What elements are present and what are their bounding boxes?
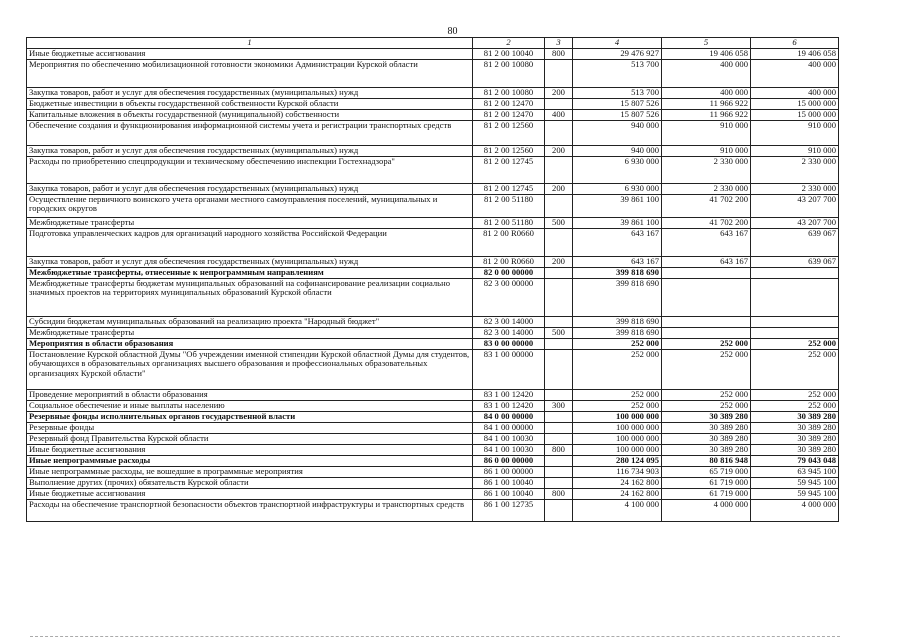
cell-code: 84 1 00 10030 (473, 433, 545, 444)
cell-v2: 30 389 280 (662, 422, 751, 433)
table-row (27, 433, 839, 444)
cell-code: 82 3 00 14000 (473, 327, 545, 338)
cell-vr (545, 59, 573, 87)
cell-code: 81 2 00 12470 (473, 98, 545, 109)
cell-vr: 800 (545, 48, 573, 59)
cell-name: Закупка товаров, работ и услуг для обеспечения государственных (муниципальных) нужд (27, 87, 473, 98)
cell-code: 86 1 00 10040 (473, 488, 545, 499)
cell-code: 84 0 00 00000 (473, 411, 545, 422)
cell-name: Межбюджетные трансферты бюджетам муниципальных образований на софинансирование реализации социально значимых проектов на территориях муниципальных образований Курской области (27, 278, 473, 316)
cell-v1: 6 930 000 (573, 156, 662, 183)
cell-name: Выполнение других (прочих) обязательств Курской области (27, 477, 473, 488)
cell-name: Мероприятия по обеспечению мобилизационной готовности экономики Администрации Курской области (27, 59, 473, 87)
table-row (27, 183, 839, 194)
cell-v1: 940 000 (573, 145, 662, 156)
cell-v1: 399 818 690 (573, 267, 662, 278)
header-cell: 3 (545, 38, 573, 49)
cell-vr (545, 98, 573, 109)
cell-v1: 15 807 526 (573, 98, 662, 109)
cell-vr (545, 267, 573, 278)
table-row (27, 477, 839, 488)
table-row (27, 338, 839, 349)
cell-v3: 400 000 (751, 87, 839, 98)
cell-v1: 399 818 690 (573, 316, 662, 327)
table-row (27, 278, 839, 316)
cell-name: Расходы на обеспечение транспортной безопасности объектов транспортной инфраструктуры и транспортных средств (27, 499, 473, 521)
table-row (27, 499, 839, 521)
cell-vr: 200 (545, 183, 573, 194)
cell-v3: 252 000 (751, 338, 839, 349)
cell-vr (545, 194, 573, 217)
cell-v1: 280 124 095 (573, 455, 662, 466)
cell-v1: 252 000 (573, 338, 662, 349)
cell-v3: 43 207 700 (751, 217, 839, 228)
cell-v2: 252 000 (662, 400, 751, 411)
cell-v1: 643 167 (573, 256, 662, 267)
table-row (27, 59, 839, 87)
table-row (27, 389, 839, 400)
table-row (27, 349, 839, 389)
cell-v3: 59 945 100 (751, 488, 839, 499)
table-row (27, 455, 839, 466)
cell-v1: 100 000 000 (573, 444, 662, 455)
cell-name: Субсидии бюджетам муниципальных образований на реализацию проекта "Народный бюджет" (27, 316, 473, 327)
cell-code: 81 2 00 12745 (473, 156, 545, 183)
cell-v3: 400 000 (751, 59, 839, 87)
cell-v1: 39 861 100 (573, 217, 662, 228)
cell-name: Социальное обеспечение и иные выплаты населению (27, 400, 473, 411)
cell-vr (545, 422, 573, 433)
cell-v3: 252 000 (751, 400, 839, 411)
cell-v1: 24 162 800 (573, 477, 662, 488)
page-number: 80 (447, 26, 458, 37)
cell-code: 83 1 00 12420 (473, 400, 545, 411)
table-row (27, 98, 839, 109)
table-row (27, 109, 839, 120)
cell-v3: 2 330 000 (751, 156, 839, 183)
cell-v3: 19 406 058 (751, 48, 839, 59)
cell-code: 81 2 00 51180 (473, 217, 545, 228)
cell-vr (545, 455, 573, 466)
cell-v3: 59 945 100 (751, 477, 839, 488)
cell-v1: 24 162 800 (573, 488, 662, 499)
table-row (27, 411, 839, 422)
table-row (27, 156, 839, 183)
cell-v2: 252 000 (662, 338, 751, 349)
table-row (27, 120, 839, 145)
cell-v3: 79 043 048 (751, 455, 839, 466)
table-row (27, 422, 839, 433)
cell-code: 83 1 00 00000 (473, 349, 545, 389)
cell-vr (545, 338, 573, 349)
cell-v1: 399 818 690 (573, 278, 662, 316)
cell-v3 (751, 316, 839, 327)
cell-name: Резервные фонды (27, 422, 473, 433)
cell-vr (545, 477, 573, 488)
cell-v1: 252 000 (573, 400, 662, 411)
cell-v2: 4 000 000 (662, 499, 751, 521)
cell-vr (545, 466, 573, 477)
cell-v3: 15 000 000 (751, 98, 839, 109)
cell-name: Мероприятия в области образования (27, 338, 473, 349)
cell-code: 81 2 00 10080 (473, 59, 545, 87)
cell-v2: 2 330 000 (662, 183, 751, 194)
cell-v2: 61 719 000 (662, 477, 751, 488)
cell-vr (545, 316, 573, 327)
budget-table (26, 37, 839, 522)
table-row (27, 145, 839, 156)
cell-code: 81 2 00 12470 (473, 109, 545, 120)
cell-v3 (751, 327, 839, 338)
cell-v1: 252 000 (573, 389, 662, 400)
cell-v3: 30 389 280 (751, 444, 839, 455)
cell-code: 81 2 00 10040 (473, 48, 545, 59)
cell-code: 84 1 00 00000 (473, 422, 545, 433)
cell-v1: 100 000 000 (573, 422, 662, 433)
cell-v3: 30 389 280 (751, 422, 839, 433)
table-row (27, 267, 839, 278)
page-bottom-divider (30, 636, 840, 637)
header-cell: 4 (573, 38, 662, 49)
cell-vr (545, 499, 573, 521)
table-row (27, 327, 839, 338)
cell-vr (545, 120, 573, 145)
cell-name: Осуществление первичного воинского учета органами местного самоуправления поселений, муниципальных и городских округов (27, 194, 473, 217)
table-row (27, 217, 839, 228)
cell-code: 83 0 00 00000 (473, 338, 545, 349)
cell-code: 81 2 00 51180 (473, 194, 545, 217)
header-cell: 5 (662, 38, 751, 49)
header-cell: 6 (751, 38, 839, 49)
cell-v1: 399 818 690 (573, 327, 662, 338)
cell-name: Иные бюджетные ассигнования (27, 488, 473, 499)
cell-v2 (662, 327, 751, 338)
cell-vr (545, 389, 573, 400)
cell-v3: 4 000 000 (751, 499, 839, 521)
cell-vr: 200 (545, 145, 573, 156)
table-row (27, 228, 839, 256)
cell-code: 81 2 00 12745 (473, 183, 545, 194)
table-row (27, 48, 839, 59)
cell-v2: 65 719 000 (662, 466, 751, 477)
table-row (27, 400, 839, 411)
cell-v3: 2 330 000 (751, 183, 839, 194)
cell-v1: 252 000 (573, 349, 662, 389)
table-row (27, 194, 839, 217)
cell-v1: 6 930 000 (573, 183, 662, 194)
cell-v3: 910 000 (751, 120, 839, 145)
cell-code: 83 1 00 12420 (473, 389, 545, 400)
cell-code: 84 1 00 10030 (473, 444, 545, 455)
cell-name: Подготовка управленческих кадров для организаций народного хозяйства Российской Федерации (27, 228, 473, 256)
cell-vr: 800 (545, 444, 573, 455)
cell-v3: 15 000 000 (751, 109, 839, 120)
cell-vr (545, 228, 573, 256)
cell-v3 (751, 267, 839, 278)
cell-v2: 30 389 280 (662, 433, 751, 444)
cell-v2: 252 000 (662, 349, 751, 389)
cell-v3: 639 067 (751, 228, 839, 256)
cell-v1: 39 861 100 (573, 194, 662, 217)
cell-name: Межбюджетные трансферты (27, 327, 473, 338)
cell-v3: 639 067 (751, 256, 839, 267)
cell-name: Иные непрограммные расходы, не вошедшие в программные мероприятия (27, 466, 473, 477)
cell-vr: 400 (545, 109, 573, 120)
cell-code: 86 1 00 12735 (473, 499, 545, 521)
cell-code: 81 2 00 10080 (473, 87, 545, 98)
cell-v1: 29 476 927 (573, 48, 662, 59)
cell-vr (545, 156, 573, 183)
cell-v2: 400 000 (662, 59, 751, 87)
cell-v2: 2 330 000 (662, 156, 751, 183)
table-row (27, 444, 839, 455)
cell-v2 (662, 316, 751, 327)
cell-v2: 41 702 200 (662, 217, 751, 228)
cell-name: Обеспечение создания и функционирования информационной системы учета и регистрации транспортных средств (27, 120, 473, 145)
cell-v3: 63 945 100 (751, 466, 839, 477)
cell-name: Резервный фонд Правительства Курской области (27, 433, 473, 444)
cell-v2: 30 389 280 (662, 444, 751, 455)
cell-vr: 500 (545, 327, 573, 338)
cell-v1: 4 100 000 (573, 499, 662, 521)
cell-name: Резервные фонды исполнительных органов государственной власти (27, 411, 473, 422)
table-row (27, 466, 839, 477)
cell-v1: 100 000 000 (573, 411, 662, 422)
cell-v3: 252 000 (751, 349, 839, 389)
header-cell: 2 (473, 38, 545, 49)
cell-code: 82 3 00 14000 (473, 316, 545, 327)
cell-vr: 200 (545, 256, 573, 267)
cell-v1: 116 734 903 (573, 466, 662, 477)
cell-v2: 643 167 (662, 228, 751, 256)
cell-v2: 643 167 (662, 256, 751, 267)
cell-name: Бюджетные инвестиции в объекты государственной собственности Курской области (27, 98, 473, 109)
cell-v2: 80 816 948 (662, 455, 751, 466)
cell-v3: 43 207 700 (751, 194, 839, 217)
cell-name: Расходы по приобретению спецпродукции и техническому обеспечению инспекции Гостехнадзора" (27, 156, 473, 183)
cell-name: Закупка товаров, работ и услуг для обеспечения государственных (муниципальных) нужд (27, 256, 473, 267)
cell-v1: 940 000 (573, 120, 662, 145)
cell-name: Межбюджетные трансферты, отнесенные к непрограммным направлениям (27, 267, 473, 278)
cell-name: Закупка товаров, работ и услуг для обеспечения государственных (муниципальных) нужд (27, 145, 473, 156)
cell-v2: 61 719 000 (662, 488, 751, 499)
cell-v3 (751, 278, 839, 316)
cell-v2 (662, 267, 751, 278)
table-row (27, 488, 839, 499)
cell-vr (545, 349, 573, 389)
cell-v3: 252 000 (751, 389, 839, 400)
cell-v2: 910 000 (662, 120, 751, 145)
table-row (27, 256, 839, 267)
cell-code: 86 1 00 10040 (473, 477, 545, 488)
cell-name: Иные бюджетные ассигнования (27, 444, 473, 455)
cell-code: 86 1 00 00000 (473, 466, 545, 477)
cell-v3: 30 389 280 (751, 411, 839, 422)
cell-v2: 41 702 200 (662, 194, 751, 217)
table-row (27, 87, 839, 98)
cell-name: Иные бюджетные ассигнования (27, 48, 473, 59)
cell-name: Проведение мероприятий в области образования (27, 389, 473, 400)
cell-vr (545, 278, 573, 316)
cell-v2: 11 966 922 (662, 98, 751, 109)
cell-v2: 30 389 280 (662, 411, 751, 422)
cell-name: Закупка товаров, работ и услуг для обеспечения государственных (муниципальных) нужд (27, 183, 473, 194)
cell-code: 82 0 00 00000 (473, 267, 545, 278)
cell-v2: 910 000 (662, 145, 751, 156)
cell-vr: 300 (545, 400, 573, 411)
cell-code: 86 0 00 00000 (473, 455, 545, 466)
cell-code: 82 3 00 00000 (473, 278, 545, 316)
cell-vr: 200 (545, 87, 573, 98)
cell-name: Межбюджетные трансферты (27, 217, 473, 228)
cell-code: 81 2 00 R0660 (473, 256, 545, 267)
cell-v2: 11 966 922 (662, 109, 751, 120)
cell-v1: 100 000 000 (573, 433, 662, 444)
cell-v2 (662, 278, 751, 316)
header-cell: 1 (27, 38, 473, 49)
cell-v1: 643 167 (573, 228, 662, 256)
cell-name: Постановление Курской областной Думы "Об учреждении именной стипендии Курской областной Думы для студентов, обучающихся в образовательных организациях высшего образования и профессиональных образовательных организациях Курской области" (27, 349, 473, 389)
cell-v2: 19 406 058 (662, 48, 751, 59)
cell-v2: 400 000 (662, 87, 751, 98)
cell-v3: 30 389 280 (751, 433, 839, 444)
cell-vr: 800 (545, 488, 573, 499)
cell-v3: 910 000 (751, 145, 839, 156)
header-row (27, 38, 839, 49)
cell-v1: 513 700 (573, 87, 662, 98)
cell-name: Иные непрограммные расходы (27, 455, 473, 466)
cell-v1: 513 700 (573, 59, 662, 87)
table-row (27, 316, 839, 327)
cell-v1: 15 807 526 (573, 109, 662, 120)
cell-v2: 252 000 (662, 389, 751, 400)
cell-code: 81 2 00 12560 (473, 120, 545, 145)
cell-code: 81 2 00 R0660 (473, 228, 545, 256)
cell-name: Капитальные вложения в объекты государственной (муниципальной) собственности (27, 109, 473, 120)
cell-vr: 500 (545, 217, 573, 228)
cell-code: 81 2 00 12560 (473, 145, 545, 156)
cell-vr (545, 433, 573, 444)
cell-vr (545, 411, 573, 422)
